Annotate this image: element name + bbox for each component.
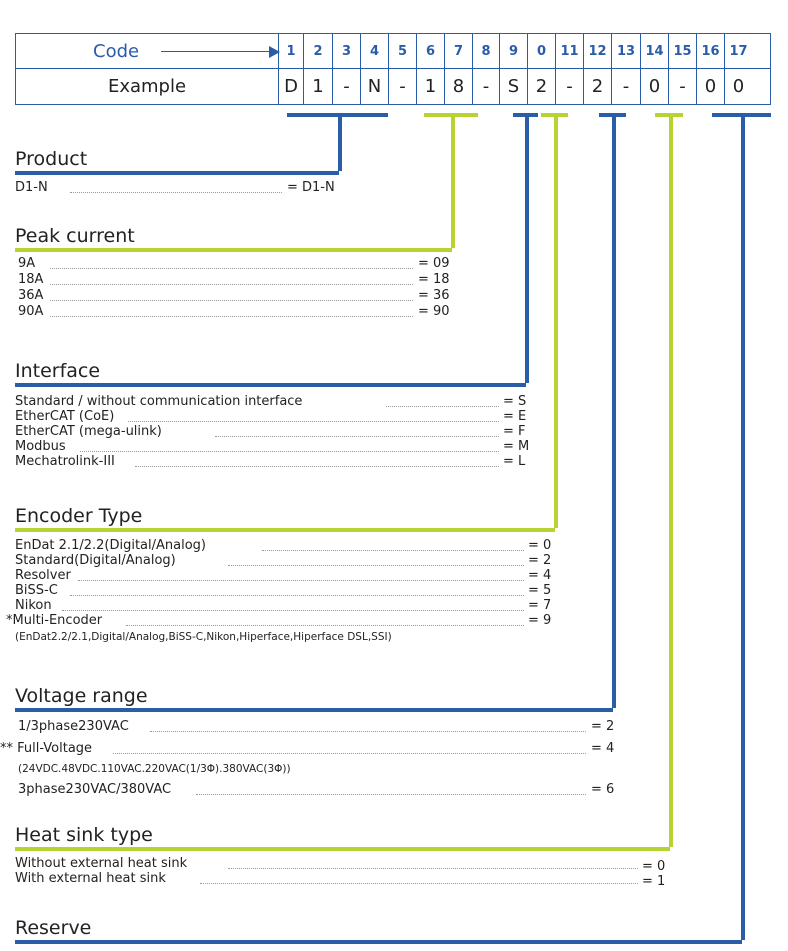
position-cell: 1 [278, 34, 303, 69]
leader-dots [135, 466, 499, 467]
position-cell: 8 [472, 34, 499, 69]
example-cell: S [499, 69, 527, 104]
peak-item-value: = 18 [418, 272, 450, 287]
example-cell: - [472, 69, 499, 104]
voltage-item-value: = 4 [591, 741, 615, 756]
connector-reserve [741, 113, 745, 940]
leader-dots [62, 610, 524, 611]
encoder-item-label: Resolver [15, 568, 71, 583]
position-cell: 6 [416, 34, 444, 69]
encoder-item-value: = 9 [528, 613, 552, 628]
voltage-item-label: 1/3phase230VAC [18, 719, 129, 734]
heatsink-item-label: With external heat sink [15, 871, 166, 886]
position-cell: 14 [640, 34, 668, 69]
code-row [16, 34, 770, 69]
position-cell: 11 [555, 34, 583, 69]
voltage-item-value: = 6 [591, 782, 615, 797]
connector-product [338, 113, 342, 171]
interface-item-value: = F [503, 424, 526, 439]
leader-dots [128, 421, 499, 422]
example-cell: 0 [696, 69, 724, 104]
example-cell: 8 [444, 69, 472, 104]
encoder-item-label: *Multi-Encoder [6, 613, 103, 628]
leader-dots [50, 300, 413, 301]
heading-line-voltage [15, 708, 613, 712]
position-cell: 9 [499, 34, 527, 69]
leader-dots [50, 284, 413, 285]
interface-item-value: = L [503, 454, 526, 469]
example-cell: - [388, 69, 416, 104]
leader-dots [126, 625, 524, 626]
connector-heatsink [669, 113, 673, 847]
example-row [16, 69, 770, 104]
interface-item-label: EtherCAT (mega-ulink) [15, 424, 162, 439]
heading-line-peak [15, 248, 452, 252]
arrow-line [161, 51, 271, 52]
interface-item-value: = M [503, 439, 530, 454]
code-label: Code [93, 41, 140, 62]
leader-dots [228, 565, 524, 566]
leader-dots [70, 595, 524, 596]
section-title-reserve: Reserve [15, 917, 92, 939]
encoder-item-value: = 7 [528, 598, 552, 613]
position-cell: 4 [360, 34, 388, 69]
connector-voltage [612, 113, 616, 708]
interface-item-label: Modbus [15, 439, 66, 454]
position-cell: 12 [583, 34, 611, 69]
example-cell: 1 [416, 69, 444, 104]
position-cell: 17 [724, 34, 752, 69]
position-cell: 15 [668, 34, 696, 69]
encoder-note: (EnDat2.2/2.1,Digital/Analog,BiSS-C,Nikon,Hiperface,Hiperface DSL,SSI) [15, 631, 392, 643]
position-cell: 3 [332, 34, 360, 69]
leader-dots [215, 436, 499, 437]
leader-dots [70, 192, 282, 193]
peak-item-label: 36A [18, 288, 44, 303]
leader-dots [228, 868, 638, 869]
section-title-product: Product [15, 148, 88, 170]
example-cell: - [611, 69, 640, 104]
position-cell: 5 [388, 34, 416, 69]
example-cell: 2 [583, 69, 611, 104]
leader-dots [262, 550, 524, 551]
connector-peak [451, 113, 455, 248]
product-item-value: = D1-N [287, 180, 335, 195]
heatsink-item-value: = 1 [642, 874, 666, 889]
heatsink-item-label: Without external heat sink [15, 856, 188, 871]
section-title-encoder: Encoder Type [15, 505, 143, 527]
voltage-note: (24VDC.48VDC.110VAC.220VAC(1/3Φ).380VAC(3Φ)) [18, 763, 291, 775]
peak-item-label: 18A [18, 272, 44, 287]
encoder-item-value: = 4 [528, 568, 552, 583]
peak-item-value: = 09 [418, 256, 450, 271]
leader-dots [196, 794, 586, 795]
connector-encoder [554, 113, 558, 528]
product-item-label: D1-N [15, 180, 48, 195]
example-label: Example [107, 76, 187, 97]
heading-line-interface [15, 383, 526, 387]
position-cell: 0 [527, 34, 555, 69]
voltage-item-label: ** Full-Voltage [0, 741, 93, 756]
connector-interface [525, 113, 529, 383]
heatsink-item-value: = 0 [642, 859, 666, 874]
interface-item-value: = S [503, 394, 527, 409]
leader-dots [80, 451, 499, 452]
heading-line-encoder [15, 528, 555, 532]
leader-dots [113, 753, 586, 754]
heading-line-product [15, 171, 339, 175]
encoder-item-label: EnDat 2.1/2.2(Digital/Analog) [15, 538, 206, 553]
peak-item-label: 9A [18, 256, 36, 271]
example-cell: - [332, 69, 360, 104]
interface-item-label: EtherCAT (CoE) [15, 409, 115, 424]
section-title-heatsink: Heat sink type [15, 824, 153, 846]
encoder-item-label: BiSS-C [15, 583, 58, 598]
heading-line-reserve [15, 940, 742, 944]
encoder-item-value: = 2 [528, 553, 552, 568]
interface-item-value: = E [503, 409, 527, 424]
position-cell: 13 [611, 34, 640, 69]
position-cell: 16 [696, 34, 724, 69]
encoder-item-label: Standard(Digital/Analog) [15, 553, 176, 568]
leader-dots [200, 883, 638, 884]
interface-item-label: Standard / without communication interface [15, 394, 303, 409]
encoder-item-label: Nikon [15, 598, 52, 613]
example-cell: D [278, 69, 303, 104]
encoder-item-value: = 5 [528, 583, 552, 598]
voltage-item-value: = 2 [591, 719, 615, 734]
peak-item-label: 90A [18, 304, 44, 319]
example-cell: - [555, 69, 583, 104]
position-cell: 2 [303, 34, 332, 69]
code-table [15, 33, 771, 105]
example-cell: 1 [303, 69, 332, 104]
peak-item-value: = 36 [418, 288, 450, 303]
leader-dots [50, 268, 413, 269]
peak-item-value: = 90 [418, 304, 450, 319]
leader-dots [386, 406, 499, 407]
example-cell: 0 [640, 69, 668, 104]
leader-dots [150, 731, 586, 732]
voltage-item-label: 3phase230VAC/380VAC [18, 782, 172, 797]
position-cell: 7 [444, 34, 472, 69]
encoder-item-value: = 0 [528, 538, 552, 553]
section-title-voltage: Voltage range [15, 685, 148, 707]
leader-dots [50, 316, 413, 317]
example-cell: N [360, 69, 388, 104]
example-cell: 2 [527, 69, 555, 104]
section-title-interface: Interface [15, 360, 101, 382]
example-cell: - [668, 69, 696, 104]
section-title-peak-current: Peak current [15, 225, 135, 247]
example-cell: 0 [724, 69, 752, 104]
heading-line-heatsink [15, 847, 670, 851]
leader-dots [78, 580, 524, 581]
interface-item-label: Mechatrolink-III [15, 454, 115, 469]
